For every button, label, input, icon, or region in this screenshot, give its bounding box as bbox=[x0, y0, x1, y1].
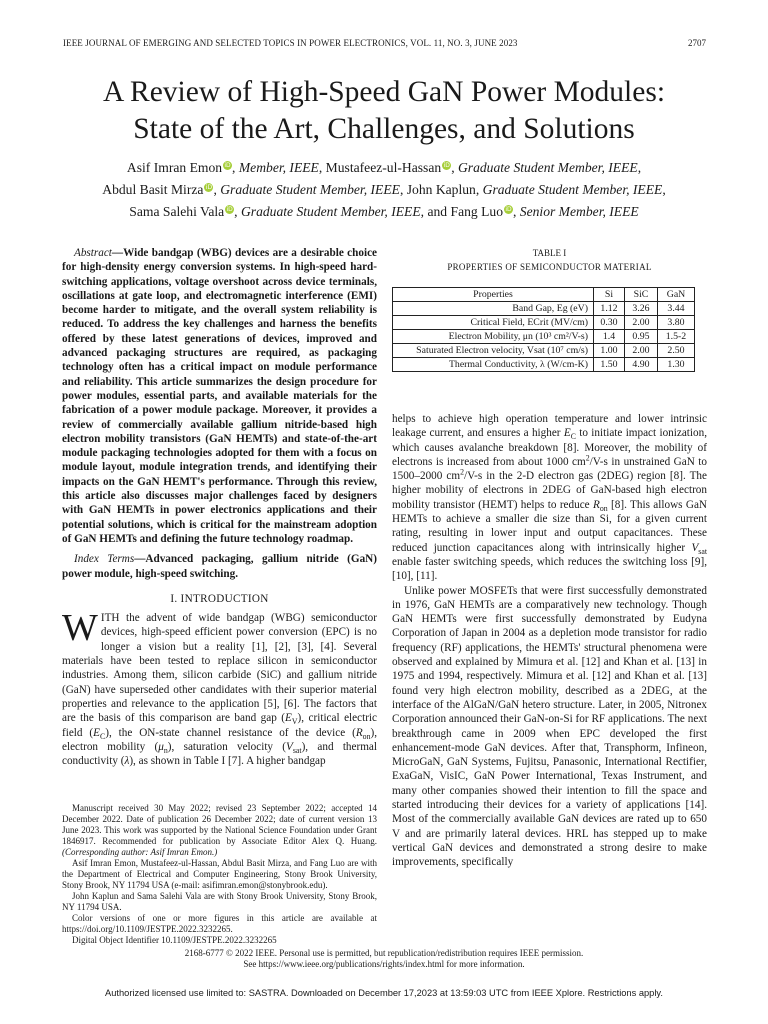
author-role: Senior Member, IEEE bbox=[519, 204, 639, 219]
author-conjunction: and bbox=[427, 204, 448, 219]
abstract-label: Abstract bbox=[74, 247, 112, 259]
table-cell: 1.5-2 bbox=[658, 330, 695, 344]
footnotes bbox=[62, 803, 377, 946]
table-row bbox=[393, 344, 695, 358]
table-header-row bbox=[393, 288, 695, 302]
body-paragraph: Unlike power MOSFETs that were first successfully demonstrated in 1976, GaN HEMTs are a comparatively new technology. Though GaN HEMTs were first successfully demonstrated by Eudyna Corporation of Japan in 2004 as a depletion mode transistor for radio frequency (RF) applications, the HEMTs' structural phenomena were observed and explained by Mimura et al. [12] and Khan et al. [13] in 1975 and 1994, respectively. Mimura et al. [12] and Khan et al. [13] found very high electron mobility, described as a 2DEG, at the interface of the AlGaN/GaN hetero structure. Later, in 2005, Nitronex Corporation announced their GaN-on-Si for RF applications. The next breakthrough came in 2009 when EPC developed the first enhancement-mode GaN devices. After that, Transphorm, Infineon, MicroGaN, GaN Systems, Fujitsu, Panasonic, International Rectifier, ExaGaN, VisIC, GaN Power International, Texas Instrument, and many other companies showed their intention to fill the space and started introducing their devices for a variety of applications [14]. Most of the commercially available GaN devices are rated up to 650 V and are primarily lateral devices. HRL has stepped up to make vertical GaN devices and demonstrated a strong desire to make improvements, specifically bbox=[392, 584, 707, 869]
table-header: Si bbox=[594, 288, 625, 302]
author-role: Graduate Student Member, IEEE bbox=[457, 160, 638, 175]
author-role: Member, IEEE bbox=[238, 160, 319, 175]
author-name: John Kaplun bbox=[406, 182, 476, 197]
download-watermark: Authorized licensed use limited to: SASTRA. Downloaded on December 17,2023 at 13:59:03 UTC from IEEE Xplore. Restrictions apply. bbox=[105, 988, 663, 998]
author-name: Sama Salehi Vala bbox=[129, 204, 225, 219]
table-header: SiC bbox=[625, 288, 658, 302]
author-line-3: Sama Salehi Vala iD, Graduate Student Member, IEEE, and Fang Luo iD, Senior Member, IEEE bbox=[129, 204, 639, 219]
author-line-1: Asif Imran Emon iD, Member, IEEE, Mustafeez-ul-Hassan iD, Graduate Student Member, IEEE, bbox=[126, 160, 642, 175]
table-cell: Saturated Electron velocity, Vsat (10⁷ cm/s) bbox=[393, 344, 594, 358]
table-row bbox=[393, 302, 695, 316]
table-row bbox=[393, 316, 695, 330]
table-cell: 0.95 bbox=[625, 330, 658, 344]
author-role: Graduate Student Member, IEEE bbox=[220, 182, 400, 197]
table-cell: 3.44 bbox=[658, 302, 695, 316]
author-name: Asif Imran Emon bbox=[126, 160, 223, 175]
properties-table bbox=[392, 287, 695, 372]
author-name: Mustafeez-ul-Hassan bbox=[325, 160, 442, 175]
table-header: Properties bbox=[393, 288, 594, 302]
orcid-icon[interactable]: iD bbox=[226, 206, 233, 213]
table-row bbox=[393, 330, 695, 344]
copyright-line: 2168-6777 © 2022 IEEE. Personal use is permitted, but republication/redistribution requires IEEE permission. bbox=[184, 948, 584, 958]
author-name: Fang Luo bbox=[450, 204, 503, 219]
table-cell: Thermal Conductivity, λ (W/cm-K) bbox=[393, 358, 594, 372]
orcid-icon[interactable]: iD bbox=[443, 162, 450, 169]
author-role: Graduate Student Member, IEEE bbox=[240, 204, 421, 219]
section-heading: I. INTRODUCTION bbox=[170, 592, 269, 605]
table-cell: 4.90 bbox=[625, 358, 658, 372]
footnote-color: Color versions of one or more figures in this article are available at https://doi.org/10.1109/JESTPE.2022.3232265. bbox=[62, 913, 377, 934]
table-cell: 2.00 bbox=[625, 344, 658, 358]
title-line-2: State of the Art, Challenges, and Solutions bbox=[133, 113, 635, 145]
index-terms-label: Index Terms bbox=[74, 553, 135, 566]
table-cell: 1.12 bbox=[594, 302, 625, 316]
table-cell: 0.30 bbox=[594, 316, 625, 330]
table-caption bbox=[392, 246, 707, 274]
table-cell: 3.80 bbox=[658, 316, 695, 330]
table-cell: Critical Field, ECrit (MV/cm) bbox=[393, 316, 594, 330]
footnote-affiliation-2: John Kaplun and Sama Salehi Vala are with Stony Brook University, Stony Brook, NY 11794 USA. bbox=[62, 891, 377, 912]
author-line-2: Abdul Basit Mirza iD, Graduate Student Member, IEEE, John Kaplun, Graduate Student Member, IEEE, bbox=[102, 182, 666, 197]
table-cell: Band Gap, Eg (eV) bbox=[393, 302, 594, 316]
body-paragraph: helps to achieve high operation temperature and lower intrinsic leakage current, and ensures a higher $E_C$ to initiate impact ionization, which causes avalanche breakdown [8]. Moreover, the mobility of electrons is increased from about 1000 $cm^2/V-s$ in unstrained GaN to 1500–2000 $cm^2/V-s$ in the 2-D electron gas (2DEG) region [8]. The higher mobility of electrons in 2DEG of GaN-based high electron mobility transistor (HEMT) helps to reduce $R_{on}$ [8]. This allows GaN HEMTs to achieve a smaller die size than Si, for a given current rating, resulting in lower input and output capacitances. These reduced junction capacitances along with intrinsically higher $V_{sat}$ enable faster switching speeds, which reduces the switching loss [9], [10], [11]. bbox=[392, 413, 707, 583]
running-header: IEEE JOURNAL OF EMERGING AND SELECTED TOPICS IN POWER ELECTRONICS, VOL. 11, NO. 3, JUNE 2023 bbox=[63, 38, 518, 48]
orcid-icon[interactable]: iD bbox=[224, 162, 231, 169]
table-cell: 1.00 bbox=[594, 344, 625, 358]
table-cell: 1.50 bbox=[594, 358, 625, 372]
intro-paragraph: WITH the advent of wide bandgap (WBG) semiconductor devices, high-speed efficient power conversion (EPC) is no longer a vision but a reality [1], [2], [3], [4]. Several materials have been tested to replace silicon in semiconductor industries. Among them, silicon carbide (SiC) and gallium nitride (GaN) have superseded other candidates with their superior material properties and relevance to the application [5], [6]. The factors that are the basis of this comparison are band gap $(E_V)$, critical electric field $(E_C)$, the ON-state channel resistance of the device $(R_{on})$, electron mobility $(\mu_n)$, saturation velocity $(V_{sat})$, and thermal conductivity (λ), as shown in Table I [7]. A higher bandgap bbox=[62, 607, 378, 768]
rights-link[interactable]: See https://www.ieee.org/publications/rights/index.html for more information. bbox=[243, 959, 525, 969]
table-number: TABLE I bbox=[532, 248, 567, 258]
footnote-doi: Digital Object Identifier 10.1109/JESTPE.2022.3232265 bbox=[72, 935, 277, 945]
author-role: Graduate Student Member, IEEE bbox=[482, 182, 663, 197]
left-column bbox=[62, 246, 377, 768]
article-title bbox=[40, 74, 728, 148]
author-name: Abdul Basit Mirza bbox=[102, 182, 204, 197]
table-title: PROPERTIES OF SEMICONDUCTOR MATERIAL bbox=[447, 262, 652, 272]
orcid-icon[interactable]: iD bbox=[505, 206, 512, 213]
table-header: GaN bbox=[658, 288, 695, 302]
footnote-affiliation: Asif Imran Emon, Mustafeez-ul-Hassan, Abdul Basit Mirza, and Fang Luo are with the Department of Electrical and Computer Engineering, Stony Brook University, Stony Brook, NY 11794 USA (e-mail: asifimran.emon@stonybrook.edu). bbox=[62, 858, 377, 890]
table-cell: 3.26 bbox=[625, 302, 658, 316]
orcid-icon[interactable]: iD bbox=[205, 184, 213, 191]
dropcap: W bbox=[62, 607, 98, 650]
table-cell: 1.30 bbox=[658, 358, 695, 372]
table-cell: 2.50 bbox=[658, 344, 695, 358]
index-terms: Index Terms—Advanced packaging, gallium nitride (GaN) power module, high-speed switching. bbox=[62, 553, 377, 580]
abstract: Abstract—Wide bandgap (WBG) devices are a desirable choice for high-density energy conversion systems. In high-speed hard-switching applications, voltage overshoot across device terminals, oscillations at gate loop, and electromagnetic interference (EMI) become harder to mitigate, and the overall system reliability is reduced. To address the key challenges and harness the benefits offered by these latest generations of devices, improved and advanced packaging structures are required, as packaging technology often has a critical impact on module performance and reliability. This article summarizes the design procedure for power modules, essential parts, and available materials for the fabrication of a power module package. Moreover, it provides a review of commercially available gallium nitride-based high electron mobility transistors (GaN HEMTs) and state-of-the-art module packaging technologies adopted for them with a focus on module layout, module integration trends, and identifying their impacts on the GaN HEMT's performance. Through this review, this article also discusses major challenges faced by designers with GaN HEMTs in power electronics applications and their potential solutions, which is critical for the mainstream adoption of GaN HEMTs and defining the future technology roadmap. bbox=[62, 247, 377, 545]
abstract-text: Wide bandgap (WBG) devices are a desirable choice for high-density energy conversion systems. In high-speed hard-switching applications, voltage overshoot across device terminals, oscillations at gate loop, and electromagnetic interference (EMI) become harder to mitigate, and the overall system reliability is reduced. To address the key challenges and harness the benefits offered by these latest generations of devices, improved and advanced packaging structures are required, as packaging technology often has a critical impact on module performance and reliability. This article summarizes the design procedure for power modules, essential parts, and available materials for the fabrication of a power module package. Moreover, it provides a review of commercially available gallium nitride-based high electron mobility transistors (GaN HEMTs) and state-of-the-art module packaging technologies adopted for them with a focus on module layout, module integration trends, and identifying their impacts on the GaN HEMT's performance. Through this review, this article also discusses major challenges faced by designers with GaN HEMTs in power electronics applications and their potential solutions, which is critical for the mainstream adoption of GaN HEMTs and defining the future technology roadmap. bbox=[62, 247, 377, 545]
right-column bbox=[392, 412, 707, 870]
title-line-1: A Review of High-Speed GaN Power Modules: bbox=[102, 76, 666, 108]
copyright-notice bbox=[40, 948, 728, 970]
table-cell: 2.00 bbox=[625, 316, 658, 330]
index-terms-text: Advanced packaging, gallium nitride (GaN) power module, high-speed switching. bbox=[62, 553, 377, 580]
table-cell: Electron Mobility, μn (10³ cm²/V-s) bbox=[393, 330, 594, 344]
table-row bbox=[393, 358, 695, 372]
page-number: 2707 bbox=[688, 38, 706, 48]
footnote-manuscript: Manuscript received 30 May 2022; revised 23 September 2022; accepted 14 December 2022. Date of publication 26 December 2022; date of current version 13 June 2023. This work was supported by the National Science Foundation under Grant 1846917. Recommended for publication by Associate Editor Alex Q. Huang. (Corresponding author: Asif Imran Emon.) bbox=[62, 803, 377, 857]
table-cell: 1.4 bbox=[594, 330, 625, 344]
